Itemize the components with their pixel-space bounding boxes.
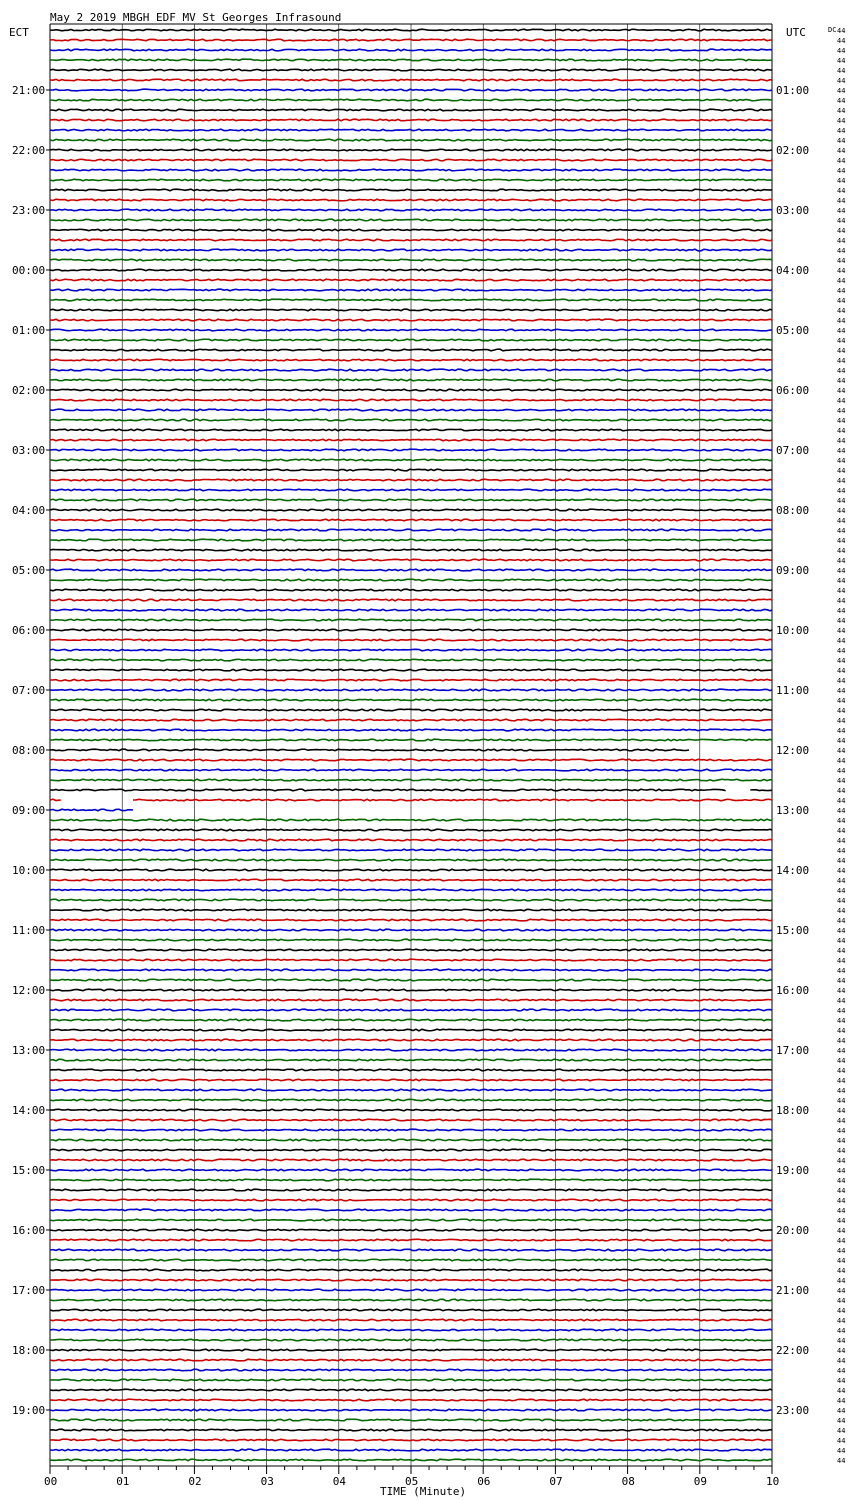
dc-value-31: 44 [837,337,846,345]
dc-value-88: 44 [837,907,846,915]
dc-value-81: 44 [837,837,846,845]
dc-value-53: 44 [837,557,846,565]
dc-value-89: 44 [837,917,846,925]
left-hour-label-17: 14:00 [12,1104,46,1117]
dc-value-105: 44 [837,1077,846,1085]
dc-value-130: 44 [837,1327,846,1335]
dc-value-77: 44 [837,797,846,805]
dc-value-123: 44 [837,1257,846,1265]
dc-value-106: 44 [837,1087,846,1095]
dc-value-11: 44 [837,137,846,145]
dc-value-96: 44 [837,987,846,995]
dc-value-19: 44 [837,217,846,225]
dc-value-104: 44 [837,1067,846,1075]
right-hour-label-6: 07:00 [776,444,810,457]
trace-8 [50,109,772,111]
dc-value-132: 44 [837,1347,846,1355]
dc-value-100: 44 [837,1027,846,1035]
trace-47 [50,499,772,501]
trace-66 [50,689,772,691]
left-hour-label-10: 07:00 [12,684,46,697]
dc-value-10: 44 [837,127,846,135]
x-axis-title: TIME (Minute) [380,1485,467,1498]
dc-value-50: 44 [837,527,846,535]
trace-137 [50,1399,772,1401]
trace-17 [50,199,772,201]
dc-value-67: 44 [837,697,846,705]
trace-108 [50,1109,772,1111]
x-axis [44,1466,779,1488]
dc-value-98: 44 [837,1007,846,1015]
dc-value-116: 44 [837,1187,846,1195]
dc-value-27: 44 [837,297,846,305]
dc-value-70: 44 [837,727,846,735]
right-hour-label-8: 09:00 [776,564,810,577]
dc-value-28: 44 [837,307,846,315]
dc-value-54: 44 [837,567,846,575]
trace-4 [50,69,772,71]
trace-59 [50,619,772,621]
trace-127 [50,1299,772,1301]
trace-132 [50,1349,772,1351]
trace-103 [50,1059,772,1061]
left-hour-label-22: 19:00 [12,1404,46,1417]
trace-138 [50,1409,772,1411]
trace-76 [50,789,725,791]
dc-value-83: 44 [837,857,846,865]
dc-value-97: 44 [837,997,846,1005]
left-hour-label-21: 18:00 [12,1344,46,1357]
trace-56 [50,589,772,591]
chart-title: May 2 2019 MBGH EDF MV St Georges Infrasound [50,11,342,24]
right-hour-label-7: 08:00 [776,504,810,517]
dc-value-79: 44 [837,817,846,825]
dc-value-15: 44 [837,177,846,185]
dc-value-127: 44 [837,1297,846,1305]
right-hour-label-0: 01:00 [776,84,810,97]
dc-value-17: 44 [837,197,846,205]
dc-value-44: 44 [837,467,846,475]
dc-value-48: 44 [837,507,846,515]
trace-46 [50,489,772,491]
dc-value-135: 44 [837,1377,846,1385]
left-hour-label-20: 17:00 [12,1284,46,1297]
left-hour-label-1: 22:00 [12,144,46,157]
dc-value-111: 44 [837,1137,846,1145]
right-hour-label-16: 17:00 [776,1044,810,1057]
dc-value-5: 44 [837,77,846,85]
dc-value-72: 44 [837,747,846,755]
trace-26 [50,289,772,291]
dc-value-32: 44 [837,347,846,355]
trace-97 [50,999,772,1001]
x-tick-label-06: 06 [477,1475,491,1488]
dc-value-91: 44 [837,937,846,945]
dc-value-112: 44 [837,1147,846,1155]
x-tick-label-09: 09 [693,1475,708,1488]
left-hour-label-2: 23:00 [12,204,46,217]
dc-value-133: 44 [837,1357,846,1365]
left-hour-label-14: 11:00 [12,924,46,937]
trace-143 [50,1459,772,1461]
trace-10 [50,129,772,131]
dc-value-12: 44 [837,147,846,155]
dc-value-39: 44 [837,417,846,425]
dc-value-87: 44 [837,897,846,905]
x-tick-label-07: 07 [549,1475,563,1488]
right-hour-label-9: 10:00 [776,624,810,637]
dc-value-107: 44 [837,1097,846,1105]
dc-value-94: 44 [837,967,846,975]
dc-value-43: 44 [837,457,846,465]
trace-78 [50,809,133,810]
trace-123 [50,1259,772,1261]
dc-value-121: 44 [837,1237,846,1245]
dc-value-115: 44 [837,1177,846,1185]
dc-value-37: 44 [837,397,846,405]
right-hour-label-2: 03:00 [776,204,810,217]
dc-value-25: 44 [837,277,846,285]
left-hour-label-15: 12:00 [12,984,46,997]
dc-value-131: 44 [837,1337,846,1345]
dc-value-129: 44 [837,1317,846,1325]
dc-value-40: 44 [837,427,846,435]
dc-value-36: 44 [837,387,846,395]
left-hour-label-11: 08:00 [12,744,46,757]
trace-48 [50,509,772,511]
trace-105 [50,1079,772,1081]
right-hour-label-15: 16:00 [776,984,810,997]
trace-112 [50,1149,772,1151]
dc-value-64: 44 [837,667,846,675]
right-hour-label-4: 05:00 [776,324,810,337]
trace-70 [50,729,772,731]
x-tick-label-08: 08 [621,1475,635,1488]
trace-83 [50,859,772,861]
dc-value-20: 44 [837,227,846,235]
right-hour-label-3: 04:00 [776,264,810,277]
trace-16 [50,189,772,191]
dc-value-8: 44 [837,107,846,115]
dc-value-29: 44 [837,317,846,325]
dc-value-122: 44 [837,1247,846,1255]
trace-77 [133,799,772,801]
dc-value-23: 44 [837,257,846,265]
dc-value-93: 44 [837,957,846,965]
trace-3 [50,59,772,61]
dc-value-51: 44 [837,537,846,545]
trace-140 [50,1429,772,1431]
ect-axis-label: ECT [9,26,29,39]
trace-130 [50,1329,772,1331]
dc-value-60: 44 [837,627,846,635]
dc-value-22: 44 [837,247,846,255]
dc-value-124: 44 [837,1267,846,1275]
trace-60 [50,629,772,631]
right-hour-label-10: 11:00 [776,684,810,697]
trace-65 [50,679,772,681]
x-tick-label-04: 04 [332,1475,347,1488]
trace-20 [50,229,772,231]
dc-value-92: 44 [837,947,846,955]
trace-109 [50,1119,772,1121]
dc-value-18: 44 [837,207,846,215]
dc-value-55: 44 [837,577,846,585]
dc-value-113: 44 [837,1157,846,1165]
dc-value-57: 44 [837,597,846,605]
trace-85 [50,879,772,881]
trace-95 [50,979,772,981]
dc-value-101: 44 [837,1037,846,1045]
dc-values [837,27,845,1465]
dc-value-21: 44 [837,237,846,245]
left-hour-label-8: 05:00 [12,564,46,577]
trace-11 [50,139,772,141]
dc-value-16: 44 [837,187,846,195]
x-tick-label-00: 00 [44,1475,58,1488]
left-hour-label-7: 04:00 [12,504,46,517]
dc-value-1: 44 [837,37,846,45]
dc-value-110: 44 [837,1127,846,1135]
right-hour-label-11: 12:00 [776,744,810,757]
right-hour-label-20: 21:00 [776,1284,810,1297]
trace-135 [50,1379,772,1381]
dc-value-99: 44 [837,1017,846,1025]
dc-value-0: 44 [837,27,846,35]
trace-77 [50,799,61,800]
dc-value-33: 44 [837,357,846,365]
trace-113 [50,1159,772,1161]
dc-value-86: 44 [837,887,846,895]
dc-value-76: 44 [837,787,846,795]
dc-value-142: 44 [837,1447,846,1455]
dc-value-52: 44 [837,547,846,555]
dc-value-4: 44 [837,67,846,75]
dc-value-35: 44 [837,377,846,385]
trace-32 [50,349,772,351]
dc-value-80: 44 [837,827,846,835]
trace-43 [50,459,772,461]
trace-13 [50,159,772,161]
x-tick-label-02: 02 [188,1475,202,1488]
dc-value-84: 44 [837,867,846,875]
dc-value-9: 44 [837,117,846,125]
dc-value-6: 44 [837,87,846,95]
trace-106 [50,1089,772,1091]
dc-value-56: 44 [837,587,846,595]
trace-35 [50,379,772,381]
dc-value-45: 44 [837,477,846,485]
dc-value-24: 44 [837,267,846,275]
left-hour-label-12: 09:00 [12,804,46,817]
left-hour-label-5: 02:00 [12,384,46,397]
trace-5 [50,79,772,81]
trace-63 [50,659,772,661]
x-tick-label-05: 05 [405,1475,419,1488]
dc-value-108: 44 [837,1107,846,1115]
dc-value-14: 44 [837,167,846,175]
right-hour-label-5: 06:00 [776,384,810,397]
dc-value-58: 44 [837,607,846,615]
dc-value-117: 44 [837,1197,846,1205]
trace-18 [50,209,772,211]
dc-value-82: 44 [837,847,846,855]
trace-80 [50,829,772,831]
dc-value-109: 44 [837,1117,846,1125]
trace-30 [50,329,772,331]
dc-value-42: 44 [837,447,846,455]
utc-axis-label: UTC [786,26,806,39]
dc-value-102: 44 [837,1047,846,1055]
dc-value-90: 44 [837,927,846,935]
dc-value-136: 44 [837,1387,846,1395]
trace-124 [50,1269,772,1271]
trace-76 [750,790,772,791]
left-hour-label-4: 01:00 [12,324,46,337]
dc-value-138: 44 [837,1407,846,1415]
x-tick-label-01: 01 [116,1475,130,1488]
dc-value-69: 44 [837,717,846,725]
dc-value-137: 44 [837,1397,846,1405]
trace-87 [50,899,772,901]
left-hour-label-0: 21:00 [12,84,46,97]
trace-94 [50,969,772,971]
x-tick-label-10: 10 [766,1475,780,1488]
dc-value-134: 44 [837,1367,846,1375]
dc-value-13: 44 [837,157,846,165]
trace-79 [50,819,772,821]
dc-value-46: 44 [837,487,846,495]
dc-value-139: 44 [837,1417,846,1425]
dc-value-30: 44 [837,327,846,335]
dc-value-41: 44 [837,437,846,445]
trace-133 [50,1359,772,1361]
dc-value-59: 44 [837,617,846,625]
left-hour-label-9: 06:00 [12,624,46,637]
dc-value-71: 44 [837,737,846,745]
trace-72 [50,749,689,751]
trace-9 [50,119,772,121]
dc-value-95: 44 [837,977,846,985]
dc-value-85: 44 [837,877,846,885]
dc-value-75: 44 [837,777,846,785]
trace-41 [50,439,772,441]
dc-label: DC [828,26,837,34]
trace-23 [50,259,772,261]
trace-57 [50,599,772,601]
left-hour-label-3: 00:00 [12,264,46,277]
dc-value-7: 44 [837,97,846,105]
dc-value-34: 44 [837,367,846,375]
trace-91 [50,939,772,941]
trace-40 [50,429,772,431]
dc-value-125: 44 [837,1277,846,1285]
left-hour-label-6: 03:00 [12,444,46,457]
dc-value-65: 44 [837,677,846,685]
left-hour-label-13: 10:00 [12,864,46,877]
dc-value-141: 44 [837,1437,846,1445]
right-hour-label-1: 02:00 [776,144,810,157]
dc-value-128: 44 [837,1307,846,1315]
dc-value-114: 44 [837,1167,846,1175]
dc-value-74: 44 [837,767,846,775]
trace-75 [50,779,772,781]
dc-value-103: 44 [837,1057,846,1065]
dc-value-68: 44 [837,707,846,715]
trace-64 [50,669,772,671]
dc-value-63: 44 [837,657,846,665]
right-hour-label-19: 20:00 [776,1224,810,1237]
trace-129 [50,1319,772,1321]
right-hour-label-18: 19:00 [776,1164,810,1177]
dc-value-61: 44 [837,637,846,645]
dc-value-47: 44 [837,497,846,505]
dc-value-140: 44 [837,1427,846,1435]
dc-value-62: 44 [837,647,846,655]
trace-90 [50,929,772,931]
trace-100 [50,1029,772,1031]
trace-128 [50,1309,772,1311]
trace-50 [50,529,772,531]
right-hour-label-13: 14:00 [776,864,810,877]
dc-value-38: 44 [837,407,846,415]
dc-value-26: 44 [837,287,846,295]
right-hour-label-17: 18:00 [776,1104,810,1117]
dc-value-119: 44 [837,1217,846,1225]
dc-value-120: 44 [837,1227,846,1235]
dc-value-73: 44 [837,757,846,765]
x-tick-label-03: 03 [260,1475,274,1488]
trace-74 [50,769,772,771]
trace-120 [50,1229,772,1231]
dc-value-3: 44 [837,57,846,65]
dc-value-66: 44 [837,687,846,695]
right-hour-label-14: 15:00 [776,924,810,937]
dc-value-2: 44 [837,47,846,55]
right-hour-label-22: 23:00 [776,1404,810,1417]
trace-122 [50,1249,772,1251]
dc-value-143: 44 [837,1457,846,1465]
left-hour-label-16: 13:00 [12,1044,46,1057]
dc-value-78: 44 [837,807,846,815]
trace-84 [50,869,772,871]
dc-value-49: 44 [837,517,846,525]
right-hour-label-21: 22:00 [776,1344,810,1357]
trace-81 [50,839,772,841]
trace-53 [50,559,772,561]
dc-value-126: 44 [837,1287,846,1295]
left-hour-label-18: 15:00 [12,1164,46,1177]
left-hour-label-19: 16:00 [12,1224,46,1237]
right-hour-label-12: 13:00 [776,804,810,817]
dc-value-118: 44 [837,1207,846,1215]
